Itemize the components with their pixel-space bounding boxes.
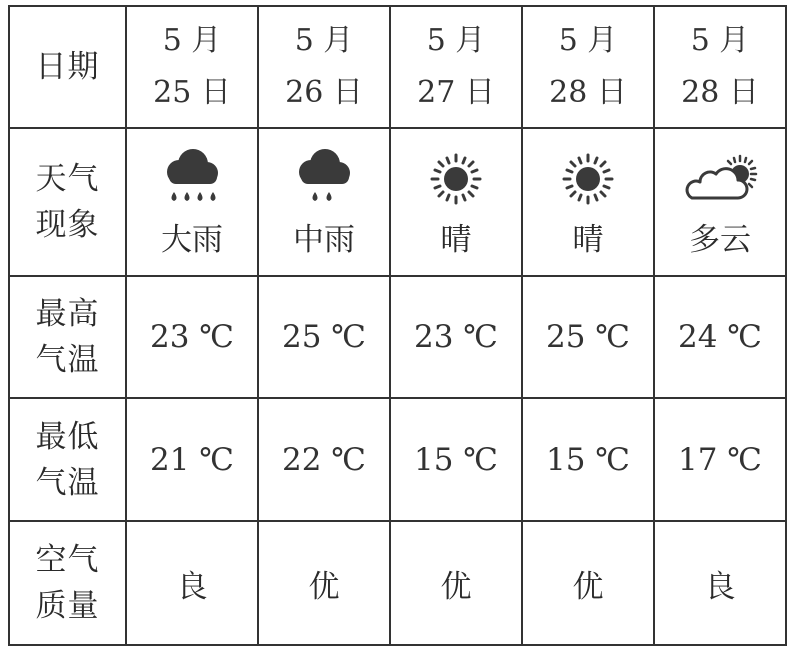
low-temp-cell [258, 398, 390, 521]
month-text: 5 月 [162, 23, 222, 58]
high-temp-row [9, 276, 786, 398]
condition-text: 晴 [440, 221, 472, 258]
month-text: 5 月 [558, 23, 618, 58]
air-quality-cell [654, 521, 786, 645]
weather-cell [258, 128, 390, 276]
weather-cell [522, 128, 654, 276]
low-temp-value: 15 ℃ [546, 441, 630, 478]
date-row [9, 6, 786, 128]
low-temp-value: 15 ℃ [414, 441, 498, 478]
air-quality-row [9, 521, 786, 645]
low-temp-cell [654, 398, 786, 521]
moderate-rain-icon [289, 146, 359, 212]
heavy-rain-icon [157, 146, 227, 212]
low-temp-value: 22 ℃ [282, 441, 366, 478]
weather-cell [126, 128, 258, 276]
high-temp-cell [522, 276, 654, 398]
low-temp-value: 17 ℃ [678, 441, 762, 478]
air-quality-cell [126, 521, 258, 645]
low-temp-cell [390, 398, 522, 521]
air-quality-value: 良 [176, 568, 208, 605]
high-temp-cell [258, 276, 390, 398]
low-temp-cell [522, 398, 654, 521]
date-row-header [9, 6, 126, 128]
weather-row-header [9, 128, 126, 276]
high-temp-row-header [9, 276, 126, 398]
low-temp-row [9, 398, 786, 521]
day-text: 28 日 [549, 75, 627, 110]
air-quality-label-line2: 质量 [35, 588, 100, 624]
month-text: 5 月 [426, 23, 486, 58]
month-text: 5 月 [294, 23, 354, 58]
low-temp-value: 21 ℃ [150, 441, 234, 478]
weather-label-line1: 天气 [35, 161, 100, 197]
air-quality-value: 优 [308, 568, 340, 605]
air-quality-label-line1: 空气 [35, 542, 100, 578]
day-text: 27 日 [417, 75, 495, 110]
low-temp-label-line2: 气温 [35, 464, 100, 501]
high-temp-cell [390, 276, 522, 398]
air-quality-cell [522, 521, 654, 645]
weather-table [8, 5, 787, 646]
month-text: 5 月 [690, 23, 750, 58]
date-cell [522, 6, 654, 128]
condition-text: 中雨 [293, 221, 355, 258]
high-temp-cell [126, 276, 258, 398]
date-label: 日期 [35, 49, 100, 85]
condition-text: 晴 [572, 221, 604, 258]
air-quality-value: 良 [704, 568, 736, 605]
weather-row [9, 128, 786, 276]
high-temp-value: 25 ℃ [282, 319, 366, 355]
sun-icon [553, 146, 623, 212]
day-text: 26 日 [285, 75, 363, 110]
air-quality-value: 优 [572, 568, 604, 605]
sun-icon [421, 146, 491, 212]
low-temp-row-header [9, 398, 126, 521]
high-temp-value: 25 ℃ [546, 319, 630, 355]
condition-text: 大雨 [161, 221, 223, 258]
high-temp-value: 23 ℃ [150, 319, 234, 355]
air-quality-row-header [9, 521, 126, 645]
low-temp-label-line1: 最低 [35, 418, 100, 455]
condition-text: 多云 [689, 221, 751, 258]
weather-cell [390, 128, 522, 276]
high-temp-value: 23 ℃ [414, 319, 498, 355]
date-cell [258, 6, 390, 128]
air-quality-value: 优 [440, 568, 472, 605]
weather-cell [654, 128, 786, 276]
date-cell [654, 6, 786, 128]
partly-cloudy-icon [678, 146, 762, 212]
high-temp-label-line2: 气温 [35, 342, 100, 378]
high-temp-cell [654, 276, 786, 398]
high-temp-label-line1: 最高 [35, 296, 100, 332]
high-temp-value: 24 ℃ [678, 319, 762, 355]
weather-label-line2: 现象 [35, 207, 100, 243]
date-cell [390, 6, 522, 128]
day-text: 28 日 [681, 75, 759, 110]
air-quality-cell [258, 521, 390, 645]
low-temp-cell [126, 398, 258, 521]
air-quality-cell [390, 521, 522, 645]
date-cell [126, 6, 258, 128]
day-text: 25 日 [153, 75, 231, 110]
